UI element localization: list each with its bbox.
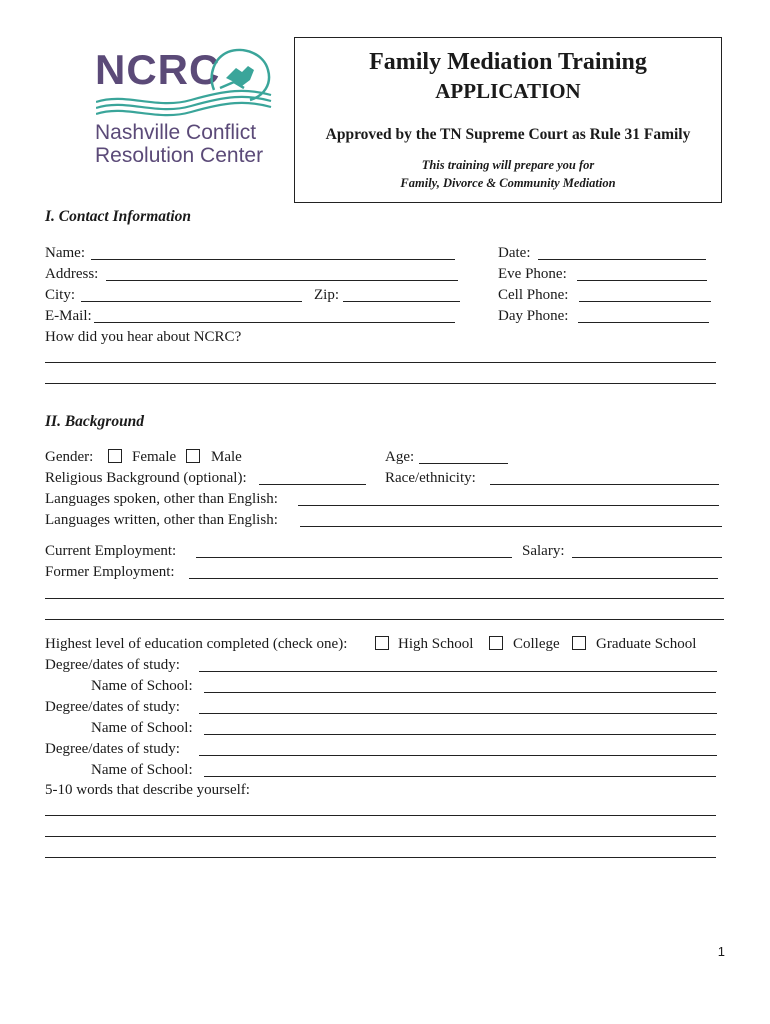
name-label: Name: [45, 245, 85, 261]
day-phone-label: Day Phone: [498, 308, 569, 324]
degree-label-2: Degree/dates of study: [45, 699, 180, 715]
school-label-1: Name of School: [91, 678, 193, 694]
gender-label: Gender: [45, 449, 94, 465]
age-field[interactable] [419, 463, 508, 464]
religion-label: Religious Background (optional): [45, 470, 247, 486]
male-label: Male [211, 449, 242, 465]
document-subtitle: APPLICATION [435, 79, 581, 103]
day-phone-field[interactable] [578, 322, 709, 323]
city-label: City: [45, 287, 76, 303]
zip-label: Zip: [314, 287, 339, 303]
email-label: E-Mail: [45, 308, 92, 324]
graduate-school-checkbox[interactable] [572, 636, 586, 650]
race-field[interactable] [490, 484, 719, 485]
name-field[interactable] [91, 259, 455, 260]
former-employment-field-line3[interactable] [45, 619, 724, 620]
school-label-3: Name of School: [91, 762, 193, 778]
address-field[interactable] [106, 280, 458, 281]
email-field[interactable] [94, 322, 455, 323]
degree-label-3: Degree/dates of study: [45, 741, 180, 757]
eve-phone-field[interactable] [577, 280, 707, 281]
city-field[interactable] [81, 301, 302, 302]
former-employment-label: Former Employment: [45, 564, 175, 580]
describe-field-line1[interactable] [45, 815, 716, 816]
referral-label: How did you hear about NCRC? [45, 329, 242, 345]
salary-label: Salary: [522, 543, 565, 559]
age-label: Age: [385, 449, 415, 465]
document-title: Family Mediation Training [369, 49, 647, 75]
describe-yourself-label: 5-10 words that describe yourself: [45, 782, 250, 798]
cell-phone-field[interactable] [579, 301, 711, 302]
high-school-label: High School [398, 636, 474, 652]
logo-acronym: NCRC [95, 46, 221, 93]
date-label: Date: [498, 245, 531, 261]
school-field-3[interactable] [204, 776, 716, 777]
languages-spoken-label: Languages spoken, other than English: [45, 491, 278, 507]
female-label: Female [132, 449, 177, 465]
school-field-1[interactable] [204, 692, 716, 693]
address-label: Address: [45, 266, 99, 282]
preparation-note-line2: Family, Divorce & Community Mediation [400, 176, 616, 190]
date-field[interactable] [538, 259, 706, 260]
degree-field-3[interactable] [199, 755, 717, 756]
college-checkbox[interactable] [489, 636, 503, 650]
degree-field-1[interactable] [199, 671, 717, 672]
languages-written-field[interactable] [300, 526, 722, 527]
cell-phone-label: Cell Phone: [498, 287, 569, 303]
salary-field[interactable] [572, 557, 722, 558]
eve-phone-label: Eve Phone: [498, 266, 567, 282]
logo-name-line1: Nashville Conflict [95, 121, 257, 144]
section-heading-background: II. Background [45, 413, 145, 430]
religion-field[interactable] [259, 484, 366, 485]
section-heading-contact: I. Contact Information [45, 208, 191, 225]
zip-field[interactable] [343, 301, 460, 302]
female-checkbox[interactable] [108, 449, 122, 463]
degree-field-2[interactable] [199, 713, 717, 714]
race-label: Race/ethnicity: [385, 470, 476, 486]
degree-label-1: Degree/dates of study: [45, 657, 180, 673]
logo-name-line2: Resolution Center [95, 144, 264, 167]
languages-spoken-field[interactable] [298, 505, 719, 506]
logo-waves-fist-icon [96, 40, 276, 120]
college-label: College [513, 636, 560, 652]
former-employment-field-line2[interactable] [45, 598, 724, 599]
describe-field-line2[interactable] [45, 836, 716, 837]
referral-field-line2[interactable] [45, 383, 716, 384]
page-number: 1 [717, 944, 725, 959]
referral-field-line1[interactable] [45, 362, 716, 363]
approval-note: Approved by the TN Supreme Court as Rule 31 Family [325, 126, 691, 143]
current-employment-field[interactable] [196, 557, 512, 558]
school-label-2: Name of School: [91, 720, 193, 736]
school-field-2[interactable] [204, 734, 716, 735]
former-employment-field[interactable] [189, 578, 718, 579]
high-school-checkbox[interactable] [375, 636, 389, 650]
graduate-school-label: Graduate School [596, 636, 697, 652]
languages-written-label: Languages written, other than English: [45, 512, 278, 528]
preparation-note-line1: This training will prepare you for [421, 158, 595, 172]
describe-field-line3[interactable] [45, 857, 716, 858]
male-checkbox[interactable] [186, 449, 200, 463]
current-employment-label: Current Employment: [45, 543, 177, 559]
education-label: Highest level of education completed (check one): [45, 636, 348, 652]
